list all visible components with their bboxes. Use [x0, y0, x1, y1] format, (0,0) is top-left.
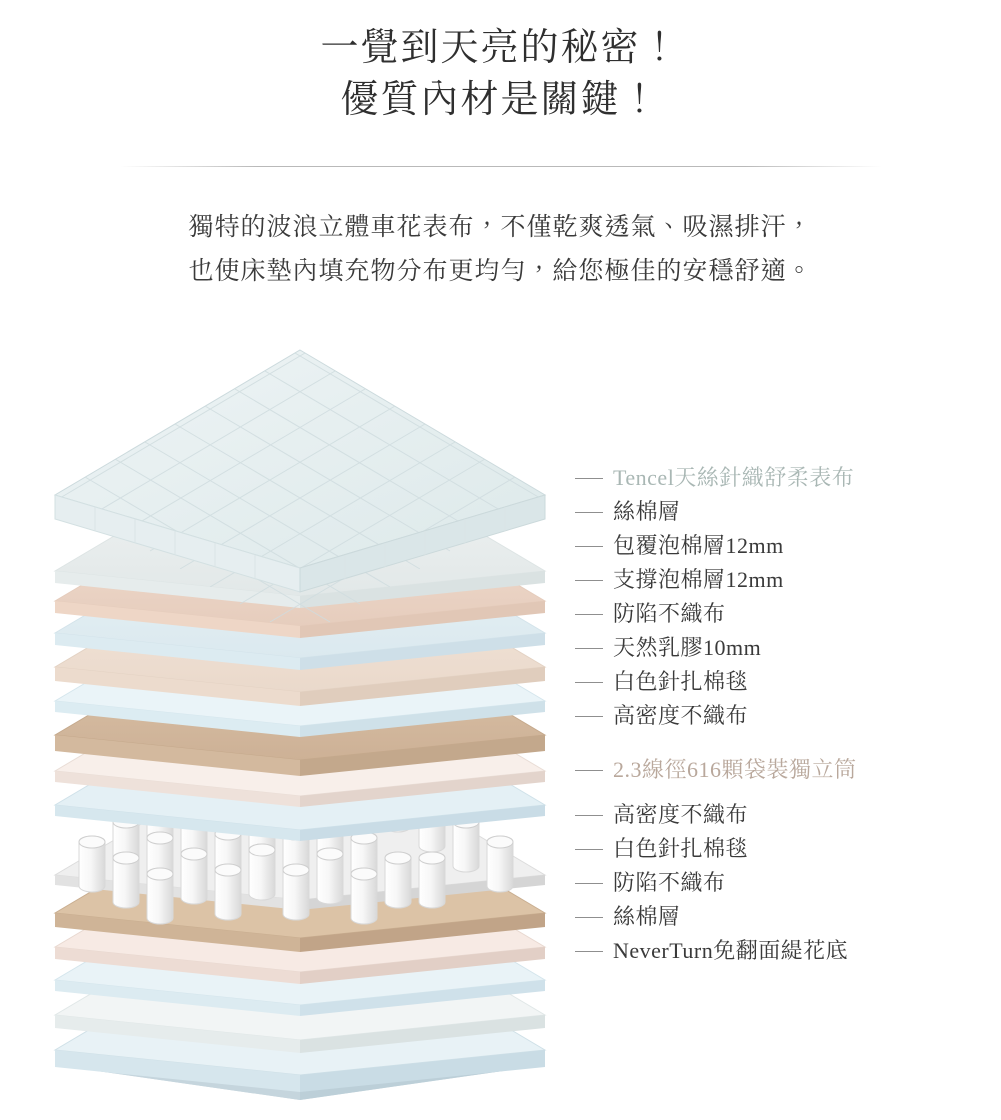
- leader-line-icon: [575, 614, 603, 615]
- intro-paragraph: [0, 206, 1001, 294]
- label-natural-latex: 天然乳膠10mm: [575, 635, 761, 661]
- layer-label-list: [575, 330, 995, 1110]
- label-tencel: Tencel天絲針織舒柔表布: [575, 465, 854, 491]
- label-felt-top: 白色針扎棉毯: [575, 669, 748, 695]
- label-pocket-spring: 2.3線徑616顆袋裝獨立筒: [575, 757, 857, 783]
- label-silk-cotton-top: 絲棉層: [575, 499, 681, 525]
- leader-line-icon: [575, 883, 603, 884]
- leader-line-icon: [575, 770, 603, 771]
- leader-line-icon: [575, 951, 603, 952]
- title-line-1: 一覺到天亮的秘密！: [320, 27, 681, 69]
- leader-line-icon: [575, 682, 603, 683]
- page-title: [0, 22, 1001, 126]
- label-wrap-foam: 包覆泡棉層12mm: [575, 533, 784, 559]
- label-felt-bottom: 白色針扎棉毯: [575, 836, 748, 862]
- title-divider: [120, 166, 882, 167]
- leader-line-icon: [575, 849, 603, 850]
- label-neverturn-base: NeverTurn免翻面緹花底: [575, 938, 848, 964]
- leader-line-icon: [575, 580, 603, 581]
- label-anti-sag-nonwoven-bottom: 防陷不織布: [575, 870, 726, 896]
- label-support-foam: 支撐泡棉層12mm: [575, 567, 784, 593]
- leader-line-icon: [575, 716, 603, 717]
- label-anti-sag-nonwoven-top: 防陷不織布: [575, 601, 726, 627]
- title-line-2: 優質內材是關鍵！: [340, 79, 661, 121]
- intro-line-2: 也使床墊內填充物分布更均勻，給您極佳的安穩舒適。: [188, 258, 813, 285]
- label-silk-cotton-bottom: 絲棉層: [575, 904, 681, 930]
- leader-line-icon: [575, 648, 603, 649]
- intro-line-1: 獨特的波浪立體車花表布，不僅乾爽透氣、吸濕排汗，: [188, 214, 813, 241]
- label-high-density-nonwoven-bottom: 高密度不織布: [575, 802, 748, 828]
- label-high-density-nonwoven-top: 高密度不織布: [575, 703, 748, 729]
- leader-line-icon: [575, 815, 603, 816]
- leader-line-icon: [575, 478, 603, 479]
- leader-line-icon: [575, 546, 603, 547]
- leader-line-icon: [575, 512, 603, 513]
- leader-line-icon: [575, 917, 603, 918]
